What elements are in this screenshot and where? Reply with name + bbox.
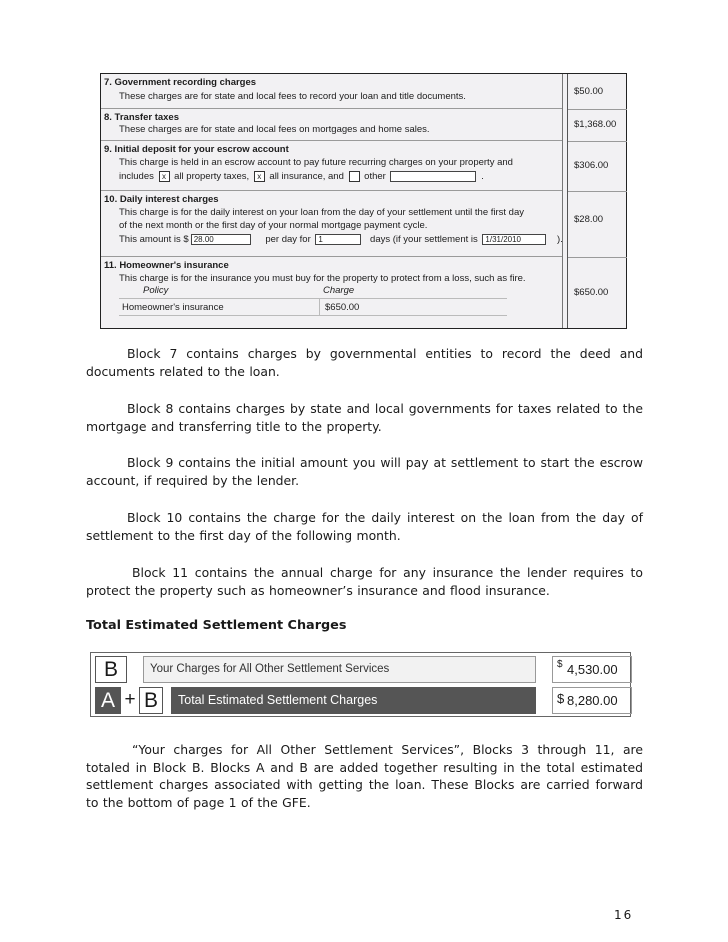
amount-divider <box>568 191 627 192</box>
amount-is-label: This amount is $ <box>119 234 189 246</box>
insurance-policy-row <box>119 298 507 316</box>
charge-column-header: Charge <box>323 285 355 296</box>
other-checkbox[interactable] <box>349 171 360 182</box>
block-b-amount-box <box>552 656 632 683</box>
property-taxes-label: all property taxes, <box>174 171 250 183</box>
total-amount-box <box>552 687 632 714</box>
settlement-date-field[interactable]: 1/31/2010 <box>482 234 546 245</box>
paragraph-block-10: Block 10 contains the charge for the daily interest on the loan from the day of settlement to the first day of the following month. <box>86 510 643 543</box>
amount-divider <box>568 257 627 258</box>
block-10-row <box>101 191 567 257</box>
block-10-desc-1: This charge is for the daily interest on your loan from the day of your settlement until the first day <box>119 207 525 218</box>
total-charges-box <box>90 652 631 717</box>
page-number: 16 <box>614 908 634 922</box>
amount-divider <box>568 141 627 142</box>
block-10-title: 10. Daily interest charges <box>104 194 219 205</box>
days-label: days (if your settlement is <box>370 234 478 246</box>
block-b-letter: B <box>95 656 127 683</box>
paragraph-block-7: Block 7 contains charges by governmental entities to record the deed and documents related to the loan. <box>86 346 643 379</box>
block-b-letter-total: B <box>139 687 163 714</box>
days-field[interactable]: 1 <box>315 234 361 245</box>
block-b-row <box>95 656 626 683</box>
close-paren: ). <box>557 234 563 246</box>
per-day-for-label: per day for <box>265 234 311 246</box>
block-8-desc: These charges are for state and local fees on mortgages and home sales. <box>119 124 430 135</box>
other-field[interactable] <box>390 171 476 182</box>
policy-charge: $650.00 <box>325 302 360 313</box>
total-amount: 8,280.00 <box>567 693 618 708</box>
other-label: other <box>364 171 386 183</box>
block-11-title: 11. Homeowner's insurance <box>104 260 229 271</box>
block-b-amount: 4,530.00 <box>567 662 618 677</box>
column-divider <box>319 299 320 315</box>
block-8-title: 8. Transfer taxes <box>104 112 179 123</box>
block-9-amount: $306.00 <box>574 160 609 171</box>
block-7-row <box>101 74 567 109</box>
block-11-amount: $650.00 <box>574 287 609 298</box>
block-8-amount: $1,368.00 <box>574 119 617 130</box>
block-8-row <box>101 109 567 141</box>
block-b-label: Your Charges for All Other Settlement Services <box>143 656 536 683</box>
total-dollar: $ <box>557 691 565 706</box>
block-7-title: 7. Government recording charges <box>104 77 257 88</box>
gfe-form-excerpt <box>100 73 627 329</box>
block-10-desc-2: of the next month or the first day of your normal mortgage payment cycle. <box>119 220 428 231</box>
other-period: . <box>481 171 484 183</box>
block-a-letter: A <box>95 687 121 714</box>
section-heading: Total Estimated Settlement Charges <box>86 618 347 633</box>
closing-paragraph: “Your charges for All Other Settlement Services”, Blocks 3 through 11, are totaled in Block B. Blocks A and B are added together resulting in the total estimated settlement charges associated with getting the loan. These Blocks are carried forward to the bottom of page 1 of the GFE. <box>86 742 643 810</box>
block-10-amount: $28.00 <box>574 214 604 225</box>
block-9-title: 9. Initial deposit for your escrow account <box>104 144 289 155</box>
block-7-amount: $50.00 <box>574 86 604 97</box>
block-11-desc: This charge is for the insurance you must buy for the property to protect from a loss, such as fire. <box>119 273 526 284</box>
policy-name: Homeowner's insurance <box>122 302 224 313</box>
total-row <box>95 687 626 714</box>
property-taxes-checkbox[interactable]: x <box>159 171 170 182</box>
plus-sign: + <box>124 689 136 710</box>
paragraph-block-11: Block 11 contains the annual charge for any insurance the lender requires to protect the property such as homeowner’s insurance and flood insurance. <box>86 565 643 598</box>
per-day-amount-field[interactable]: 28.00 <box>191 234 251 245</box>
block-10-amount-line <box>119 234 563 245</box>
paragraph-block-9: Block 9 contains the initial amount you will pay at settlement to start the escrow account, if required by the lender. <box>86 455 643 488</box>
block-b-dollar: $ <box>557 659 563 670</box>
block-11-row <box>101 257 567 328</box>
block-9-desc: This charge is held in an escrow account to pay future recurring charges on your property and <box>119 157 513 168</box>
amount-column <box>567 74 627 328</box>
block-7-desc: These charges are for state and local fees to record your loan and title documents. <box>119 91 466 102</box>
amount-divider <box>568 109 627 110</box>
insurance-label: all insurance, and <box>269 171 344 183</box>
block-9-row <box>101 141 567 191</box>
includes-label: includes <box>119 171 154 183</box>
paragraph-block-8: Block 8 contains charges by state and local governments for taxes related to the mortgage and transferring title to the property. <box>86 401 643 434</box>
policy-column-header: Policy <box>143 285 169 296</box>
insurance-checkbox[interactable]: x <box>254 171 265 182</box>
total-label: Total Estimated Settlement Charges <box>171 687 536 714</box>
block-9-includes-line <box>119 171 484 182</box>
